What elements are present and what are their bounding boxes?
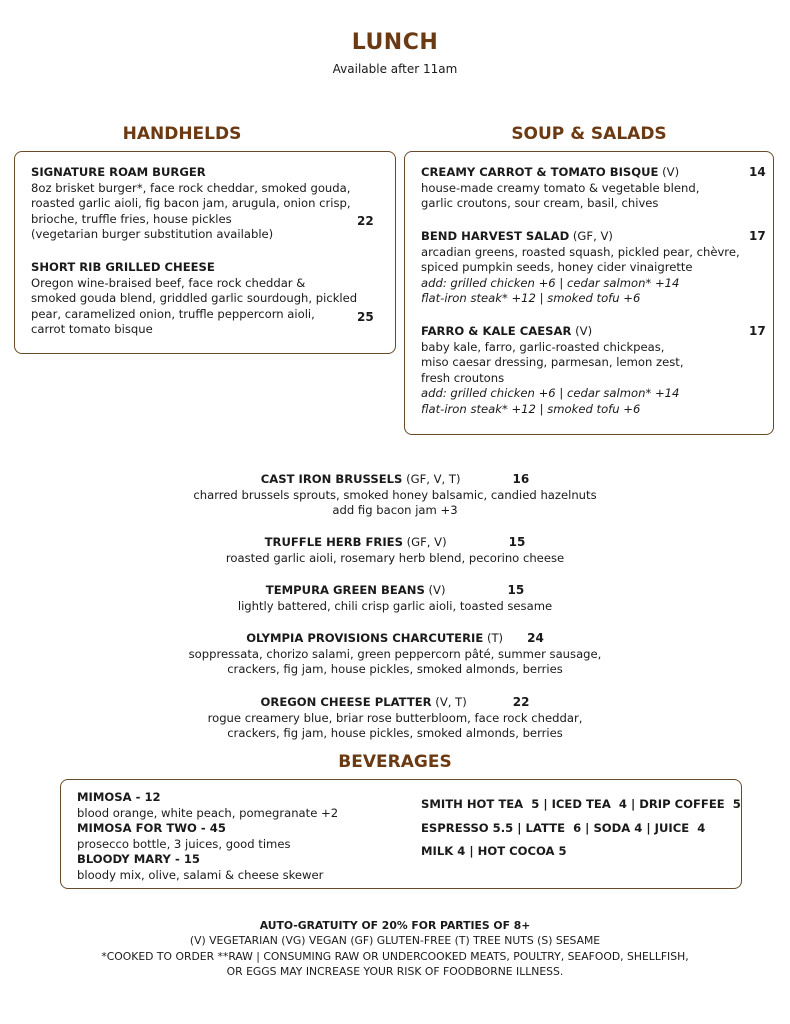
item-name: OREGON CHEESE PLATTER xyxy=(260,695,432,709)
drink-desc: bloody mix, olive, salami & cheese skewer xyxy=(77,867,324,882)
item-price: 15 xyxy=(507,583,525,597)
item-price: 14 xyxy=(749,165,766,179)
item-price: 24 xyxy=(527,631,544,645)
drink-line: ESPRESSO 5.5 | LATTE 6 | SODA 4 | JUICE 4 xyxy=(421,820,706,835)
item-desc-line: crackers, fig jam, house pickles, smoked almonds, berries xyxy=(227,662,563,676)
menu-item-caesar xyxy=(421,324,751,417)
drink-desc: blood orange, white peach, pomegranate +2 xyxy=(77,805,339,820)
item-add-line: add: grilled chicken +6 | cedar salmon* +14 xyxy=(421,275,680,290)
item-name: FARRO & KALE CAESAR xyxy=(421,324,572,338)
menu-item-truffle-fries xyxy=(0,535,790,566)
drink-line: SMITH HOT TEA 5 | ICED TEA 4 | DRIP COFFEE 5 xyxy=(421,797,741,811)
item-desc-line: add fig bacon jam +3 xyxy=(332,503,458,517)
item-add-line: flat-iron steak* +12 | smoked tofu +6 xyxy=(421,401,641,416)
item-tag: (GF, V) xyxy=(406,535,447,549)
page-subtitle: Available after 11am xyxy=(332,62,458,76)
drink-desc: prosecco bottle, 3 juices, good times xyxy=(77,836,291,851)
soups-box xyxy=(404,151,774,435)
item-price: 16 xyxy=(512,472,530,486)
item-tag: (V) xyxy=(662,165,680,179)
item-desc-line: baby kale, farro, garlic-roasted chickpeas, xyxy=(421,339,665,354)
item-add-line: add: grilled chicken +6 | cedar salmon* +14 xyxy=(421,386,680,400)
beverages-box xyxy=(60,779,742,889)
item-desc-line: house-made creamy tomato & vegetable blend, xyxy=(421,180,700,195)
item-add-line: flat-iron steak* +12 | smoked tofu +6 xyxy=(421,291,641,305)
menu-item-harvest-salad xyxy=(421,229,761,307)
item-desc-line: roasted garlic aioli, fig bacon jam, arugula, onion crisp, xyxy=(31,196,351,210)
item-price: 17 xyxy=(749,324,766,338)
item-desc-line: arcadian greens, roasted squash, pickled pear, chèvre, xyxy=(421,244,740,259)
menu-item-roam-burger xyxy=(31,165,361,243)
item-tag: (V, T) xyxy=(435,695,467,709)
drink-line: MILK 4 | HOT COCOA 5 xyxy=(421,844,567,858)
item-name: BEND HARVEST SALAD xyxy=(421,229,570,243)
item-name: SHORT RIB GRILLED CHEESE xyxy=(31,260,215,274)
item-tag: (V) xyxy=(428,583,446,597)
item-desc-line: smoked gouda blend, griddled garlic sourdough, pickled xyxy=(31,291,358,305)
item-desc-line: garlic croutons, sour cream, basil, chives xyxy=(421,196,659,210)
item-desc-line: pear, caramelized onion, truffle peppercorn aioli, xyxy=(31,306,315,321)
item-desc-line: charred brussels sprouts, smoked honey balsamic, candied hazelnuts xyxy=(193,487,597,502)
item-name: OLYMPIA PROVISIONS CHARCUTERIE xyxy=(246,631,484,645)
menu-item-brussels xyxy=(0,472,790,519)
item-desc-line: lightly battered, chili crisp garlic aioli, toasted sesame xyxy=(237,598,553,613)
item-tag: (V) xyxy=(575,324,593,338)
menu-item-green-beans xyxy=(0,583,790,614)
handhelds-box xyxy=(14,151,396,354)
item-price: 25 xyxy=(357,310,374,324)
raw-warning-line: OR EGGS MAY INCREASE YOUR RISK OF FOODBORNE ILLNESS. xyxy=(226,965,564,978)
gratuity-note: AUTO-GRATUITY OF 20% FOR PARTIES OF 8+ xyxy=(259,919,531,932)
menu-item-short-rib xyxy=(31,260,371,338)
drink-name: MIMOSA - 12 xyxy=(77,790,161,804)
item-price: 22 xyxy=(357,214,374,228)
item-desc-line: 8oz brisket burger*, face rock cheddar, smoked gouda, xyxy=(31,180,351,195)
item-desc-line: fresh croutons xyxy=(421,370,505,385)
item-name: CREAMY CARROT & TOMATO BISQUE xyxy=(421,165,659,179)
item-desc-line: crackers, fig jam, house pickles, smoked almonds, berries xyxy=(227,726,563,740)
item-name: TRUFFLE HERB FRIES xyxy=(264,535,403,549)
drink-name: BLOODY MARY - 15 xyxy=(77,852,200,866)
other-drinks xyxy=(421,797,741,860)
menu-item-cheese-platter xyxy=(0,695,790,742)
beverages-heading: BEVERAGES xyxy=(338,752,452,772)
item-name: TEMPURA GREEN BEANS xyxy=(265,583,425,597)
item-price: 15 xyxy=(508,535,526,549)
soups-heading: SOUP & SALADS xyxy=(511,124,667,144)
page-title: LUNCH xyxy=(351,30,439,55)
menu-item-bisque xyxy=(421,165,741,212)
item-desc-line: spiced pumpkin seeds, honey cider vinaigrette xyxy=(421,260,693,274)
item-desc-line: miso caesar dressing, parmesan, lemon zest, xyxy=(421,355,684,369)
item-tag: (GF, V) xyxy=(572,229,613,243)
dietary-legend: (V) VEGETARIAN (VG) VEGAN (GF) GLUTEN-FREE (T) TREE NUTS (S) SESAME xyxy=(189,934,601,947)
item-desc-line: (vegetarian burger substitution available) xyxy=(31,227,274,241)
item-desc-line: rogue creamery blue, briar rose butterbloom, face rock cheddar, xyxy=(207,710,583,725)
item-tag: (GF, V, T) xyxy=(406,472,461,486)
item-name: SIGNATURE ROAM BURGER xyxy=(31,165,206,179)
cocktail-list xyxy=(77,790,397,883)
item-name: CAST IRON BRUSSELS xyxy=(260,472,403,486)
item-tag: (T) xyxy=(486,631,504,645)
item-desc-line: soppressata, chorizo salami, green peppercorn pâté, summer sausage, xyxy=(188,646,602,661)
item-desc-line: roasted garlic aioli, rosemary herb blend, pecorino cheese xyxy=(225,550,565,565)
drink-name: MIMOSA FOR TWO - 45 xyxy=(77,821,226,835)
item-desc-line: Oregon wine-braised beef, face rock cheddar & xyxy=(31,275,306,290)
raw-warning-line: *COOKED TO ORDER **RAW | CONSUMING RAW OR UNDERCOOKED MEATS, POULTRY, SEAFOOD, SHELLFISH, xyxy=(101,950,689,963)
menu-item-charcuterie xyxy=(0,631,790,678)
item-price: 22 xyxy=(512,695,530,709)
handhelds-heading: HANDHELDS xyxy=(122,124,242,144)
item-desc-line: carrot tomato bisque xyxy=(31,322,153,336)
item-price: 17 xyxy=(749,229,766,243)
item-desc-line: brioche, truffle fries, house pickles xyxy=(31,211,232,226)
